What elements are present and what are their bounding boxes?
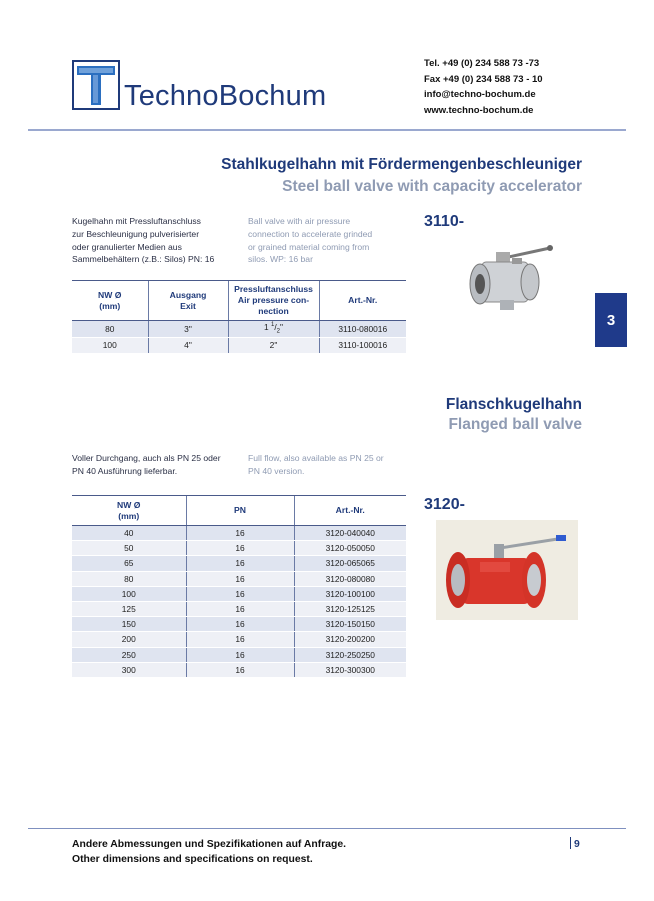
brand-name: TechnoBochum [124,80,327,112]
cell-art: 3120-100100 [294,586,406,601]
col-header-art: Art.-Nr. [294,496,406,526]
contact-website[interactable]: www.techno-bochum.de [424,104,534,116]
cell-art: 3120-200200 [294,632,406,647]
logo-mark-icon [72,60,120,110]
product1-code: 3110- [424,213,465,230]
cell-pn: 16 [186,601,294,616]
table-row [72,662,406,677]
cell-pn: 16 [186,541,294,556]
col-header-pn: PN [186,496,294,526]
product2-photo [436,520,578,620]
cell-art: 3120-040040 [294,526,406,541]
footer-note [72,837,346,867]
cell-pn: 16 [186,571,294,586]
cell-art: 3120-080080 [294,571,406,586]
cell-nw: 65 [72,556,186,571]
table-row: 80 3" 1 $^1/_2$" 3110-080016 [72,321,406,338]
ball-valve-image [456,238,556,318]
header-divider [28,129,626,131]
product1-description-en: Ball valve with air pressure connection to accelerate grinded or grained material coming from silos. WP: 16 bar [248,216,373,265]
cell-pn: 16 [186,556,294,571]
product1-table-wrap [72,280,406,354]
table-row [72,632,406,647]
footer-divider [28,828,626,829]
col-header-art: Art.-Nr. [319,281,406,321]
cell-nw: 300 [72,662,186,677]
product2-title-de: Flanschkugelhahn [445,396,582,413]
product1-title-de: Stahlkugelhahn mit Fördermengenbeschleuniger [221,156,582,173]
col-header-nw: NW Ø (mm) [72,281,148,321]
page-number: 9 [570,837,580,850]
footer-line-de: Andere Abmessungen und Spezifikationen auf Anfrage. [72,839,347,850]
table-row [72,617,406,632]
table-row [72,571,406,586]
section-tab: 3 [595,293,627,347]
footer-line-en: Other dimensions and specifications on request. [72,854,313,865]
product1-table [72,280,406,354]
col-header-nw: NW Ø (mm) [72,496,186,526]
cell-art: 3120-065065 [294,556,406,571]
cell-art: 3120-250250 [294,647,406,662]
contact-email[interactable]: info@techno-bochum.de [424,89,536,100]
contact-block [424,56,543,118]
table-row [72,647,406,662]
table-row [72,556,406,571]
company-logo [72,60,120,110]
product2-title-en: Flanged ball valve [448,416,582,433]
contact-fax: Fax +49 (0) 234 588 73 - 10 [424,73,543,85]
product2-code: 3120- [424,496,465,513]
cell-art: 3120-125125 [294,601,406,616]
cell-pn: 16 [186,647,294,662]
col-header-exit: Ausgang Exit [148,281,228,321]
cell-pn: 16 [186,586,294,601]
page-number-bar [570,837,571,849]
product1-photo [456,238,556,323]
cell-art: 3120-300300 [294,662,406,677]
product1-description-de: Kugelhahn mit Pressluftanschluss zur Beschleunigung pulverisierter oder granulierter Medien aus Sammelbehältern (z.B.: Silos) PN: 16 [72,216,215,265]
cell-nw: 50 [72,541,186,556]
table-row [72,541,406,556]
flanged-valve-image [436,520,578,620]
col-header-air: Pressluftanschluss Air pressure con- nection [228,281,319,321]
air-fraction-cell: 1 $^1/_2$" [228,321,319,338]
cell-pn: 16 [186,526,294,541]
cell-nw: 250 [72,647,186,662]
cell-pn: 16 [186,662,294,677]
cell-nw: 125 [72,601,186,616]
cell-nw: 80 [72,571,186,586]
table-row [72,526,406,541]
cell-art: 3120-150150 [294,617,406,632]
cell-nw: 200 [72,632,186,647]
table-row: 100 4" 2" 3110-100016 [72,337,406,354]
contact-tel: Tel. +49 (0) 234 588 73 -73 [424,58,540,69]
cell-pn: 16 [186,617,294,632]
cell-nw: 150 [72,617,186,632]
product2-description-de: Voller Durchgang, auch als PN 25 oder PN 40 Ausführung lieferbar. [72,453,221,476]
product1-title-en: Steel ball valve with capacity accelerator [282,178,582,195]
table-row [72,586,406,601]
product2-table-wrap [72,495,406,678]
cell-nw: 40 [72,526,186,541]
table-row [72,601,406,616]
cell-pn: 16 [186,632,294,647]
cell-art: 3120-050050 [294,541,406,556]
product2-description-en: Full flow, also available as PN 25 or PN 40 version. [248,453,384,476]
cell-nw: 100 [72,586,186,601]
product2-table [72,495,406,678]
